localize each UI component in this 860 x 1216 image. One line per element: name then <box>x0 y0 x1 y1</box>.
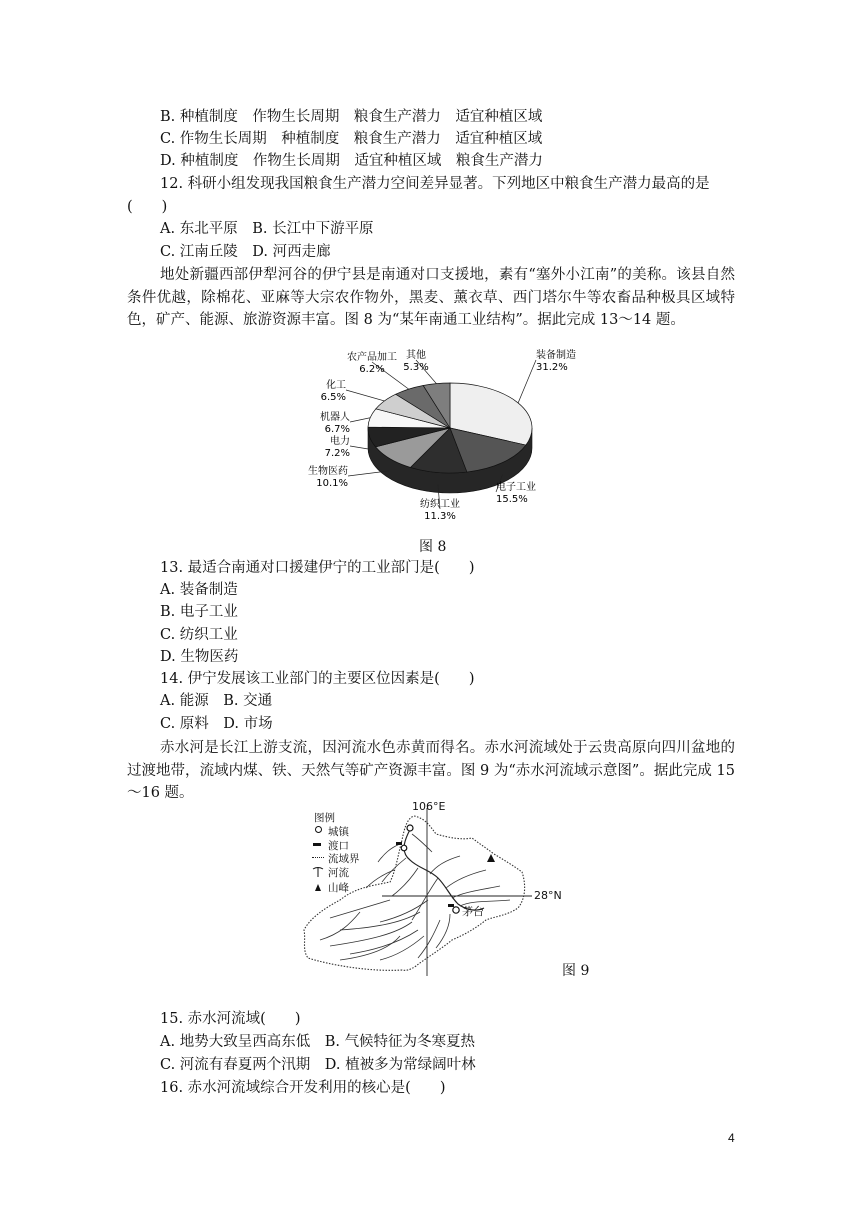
pie-leader-5 <box>350 446 370 449</box>
figure9-caption: 图 9 <box>562 963 590 979</box>
ferry-marker-2 <box>448 904 454 907</box>
q11-option-b: B. 种植制度 作物生长周期 粮食生产潜力 适宜种植区域 <box>160 109 543 125</box>
pie-label-value-2: 15.5% <box>496 494 528 505</box>
pie-label-value-9: 5.3% <box>403 362 429 373</box>
boundary-icon <box>312 857 324 858</box>
pie-label-value-6: 6.7% <box>324 424 350 435</box>
q14-stem: 14. 伊宁发展该工业部门的主要区位因素是( ) <box>160 671 475 687</box>
q12-stem: 12. 科研小组发现我国粮食生产潜力空间差异显著。下列地区中粮食生产潜力最高的是 <box>160 176 710 192</box>
legend-ferry: 渡口 <box>328 840 349 852</box>
river-icon <box>312 866 326 878</box>
pie-label-category-9: 其他 <box>406 350 426 361</box>
ferry-icon <box>313 843 321 846</box>
q12-options-ab: A. 东北平原 B. 长江中下游平原 <box>160 221 374 237</box>
pie-label-category-5: 电力 <box>330 436 350 447</box>
pie-leader-7 <box>346 390 384 401</box>
pie-label-category-6: 机器人 <box>320 412 350 423</box>
legend-peak: 山峰 <box>328 882 349 894</box>
q13-option-c: C. 纺织工业 <box>160 627 238 643</box>
q11-option-d: D. 种植制度 作物生长周期 适宜种植区域 粮食生产潜力 <box>160 153 543 169</box>
figure9-map <box>300 800 600 980</box>
pie-label-category-2: 电子工业 <box>496 482 536 493</box>
town-icon <box>314 825 324 835</box>
page-number: 4 <box>728 1131 735 1145</box>
passage-yining: 地处新疆西部伊犁河谷的伊宁县是南通对口支援地，素有“塞外小江南”的美称。该县自然条件优越，除棉花、亚麻等大宗农作物外，黑麦、薰衣草、西门塔尔牛等农畜品种极具区域特色，矿产、能源、旅游资源丰富。图 8 为“某年南通工业结构”。据此完成 13～14 题。 <box>127 267 735 328</box>
q13-option-b: B. 电子工业 <box>160 604 238 620</box>
q14-options-ab: A. 能源 B. 交通 <box>160 693 273 709</box>
maotai-label: 茅台 <box>462 905 484 918</box>
q16-stem: 16. 赤水河流域综合开发利用的核心是( ) <box>160 1080 446 1096</box>
main-river <box>404 826 484 910</box>
town-marker-maotai <box>453 907 459 913</box>
q14-options-cd: C. 原料 D. 市场 <box>160 716 273 732</box>
latitude-label: 28°N <box>534 889 562 902</box>
pie-label-value-8: 6.2% <box>359 364 385 375</box>
pie-label-category-3: 纺织工业 <box>420 499 460 510</box>
q12-options-cd: C. 江南丘陵 D. 河西走廊 <box>160 244 331 260</box>
peak-marker <box>487 854 495 862</box>
q15-options-ab: A. 地势大致呈西高东低 B. 气候特征为冬寒夏热 <box>160 1034 476 1050</box>
peak-icon <box>313 882 323 892</box>
pie-label-category-4: 生物医药 <box>308 466 348 477</box>
legend-title: 图例 <box>314 812 335 824</box>
passage-chishui: 赤水河是长江上游支流，因河流水色赤黄而得名。赤水河流域处于云贵高原向四川盆地的过渡地带，流域内煤、铁、天然气等矿产资源丰富。图 9 为“赤水河流域示意图”。据此完成 15～16 题。 <box>127 740 735 801</box>
q13-option-d: D. 生物医药 <box>160 649 239 665</box>
pie-label-value-4: 10.1% <box>316 478 348 489</box>
pie-label-value-1: 31.2% <box>536 362 568 373</box>
pie-leader-6 <box>350 418 370 422</box>
q11-option-c: C. 作物生长周期 种植制度 粮食生产潜力 适宜种植区域 <box>160 131 543 147</box>
q12-paren: ( ) <box>127 199 168 215</box>
pie-label-category-7: 化工 <box>326 380 346 391</box>
longitude-label: 106°E <box>412 800 446 813</box>
legend-town: 城镇 <box>328 826 349 838</box>
figure8-pie-chart <box>300 350 576 535</box>
legend-river: 河流 <box>328 867 349 879</box>
q13-stem: 13. 最适合南通对口援建伊宁的工业部门是( ) <box>160 560 475 576</box>
q15-options-cd: C. 河流有春夏两个汛期 D. 植被多为常绿阔叶林 <box>160 1057 476 1073</box>
pie-label-value-5: 7.2% <box>324 448 350 459</box>
town-marker-north <box>407 825 413 831</box>
figure8-caption: 图 8 <box>419 539 447 555</box>
ferry-marker-1 <box>396 842 402 845</box>
q15-stem: 15. 赤水河流域( ) <box>160 1011 301 1027</box>
pie-label-category-8: 农产品加工 <box>347 352 397 363</box>
pie-leader-1 <box>518 360 536 403</box>
town-marker-west <box>401 845 407 851</box>
pie-label-category-1: 装备制造 <box>536 350 576 361</box>
pie-label-value-3: 11.3% <box>424 511 456 522</box>
pie-label-value-7: 6.5% <box>320 392 346 403</box>
legend-boundary: 流域界 <box>328 853 360 865</box>
q13-option-a: A. 装备制造 <box>160 582 238 598</box>
pie-top-layer <box>368 383 532 473</box>
